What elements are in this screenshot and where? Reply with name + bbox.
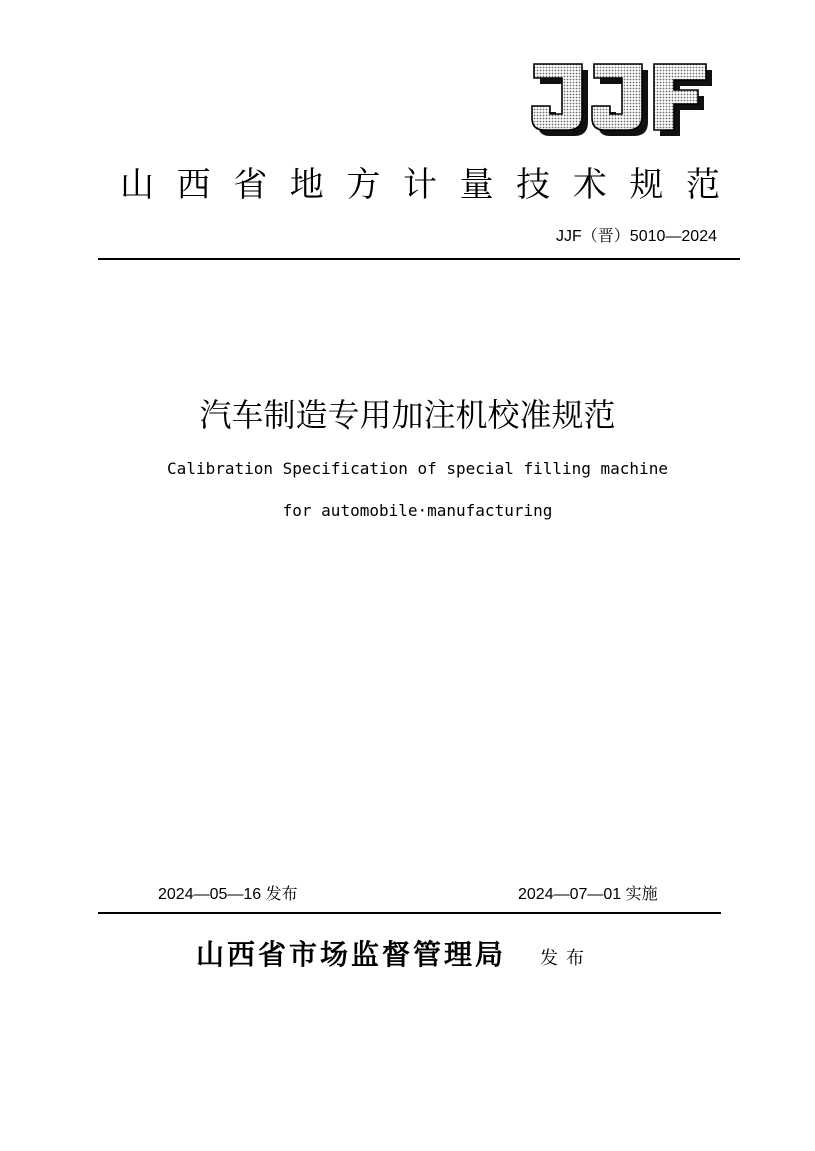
series-char: 规 [629,165,664,205]
issue-date: 2024—05—16 发布 [158,886,298,903]
series-char: 计 [402,165,437,205]
series-char: 西 [176,165,211,205]
standard-number: JJF（晋）5010—2024 [556,228,717,245]
series-char: 地 [289,165,324,205]
series-char: 省 [233,165,268,205]
jjf-logo [530,60,715,140]
footer-divider [98,912,721,914]
document-title-english-line2: for automobile·manufacturing [282,501,553,520]
series-char: 术 [572,165,607,205]
document-title-english-line1: Calibration Specification of special filling machine [167,459,668,478]
issuer-action: 发布 [540,948,593,969]
issuer-organization: 山西省市场监督管理局 [196,938,507,971]
header-divider [98,258,740,260]
series-char: 山 [120,165,154,205]
series-char: 技 [516,165,551,205]
document-title-chinese: 汽车制造专用加注机校准规范 [199,396,616,434]
series-char: 范 [685,165,720,205]
implementation-date: 2024—07—01 实施 [518,886,658,903]
standard-series-title [120,160,720,210]
issuing-authority [196,932,592,982]
series-char: 方 [346,165,381,205]
series-char: 量 [459,165,494,205]
